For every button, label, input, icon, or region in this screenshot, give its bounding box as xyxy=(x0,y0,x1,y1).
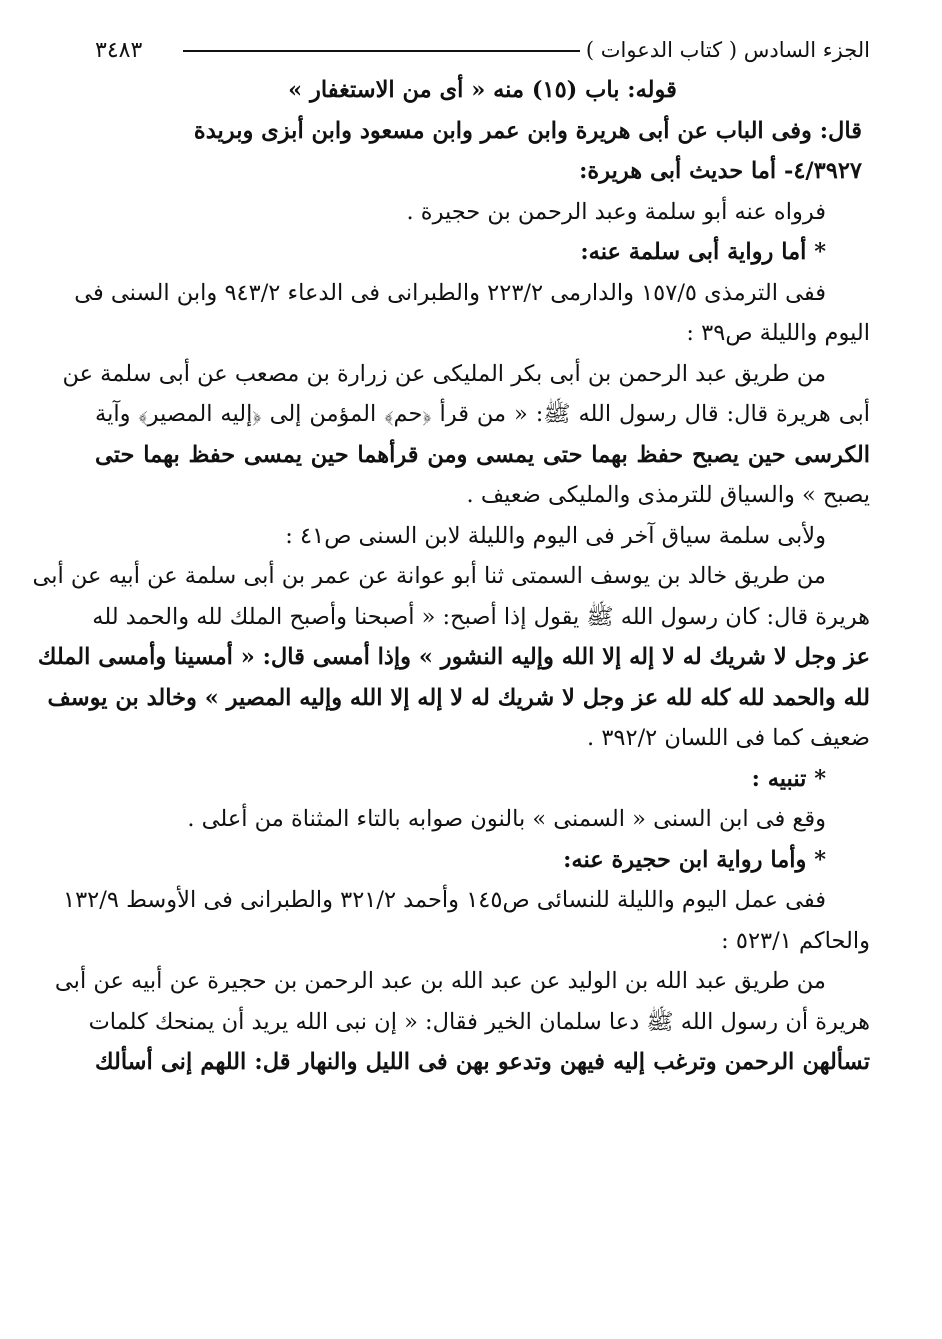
text-line: من طريق خالد بن يوسف السمتى ثنا أبو عوانة عن عمر بن أبى سلمة عن أبيه عن أبى xyxy=(32,563,826,589)
text-line: ففى عمل اليوم والليلة للنسائى ص١٤٥ وأحمد ٣٢١/٢ والطبرانى فى الأوسط ١٣٢/٩ xyxy=(63,887,826,913)
text-line: اليوم والليلة ص٣٩ : xyxy=(686,320,870,346)
text-line: وقع فى ابن السنى « السمنى » بالنون صوابه بالتاء المثناة من أعلى . xyxy=(187,806,826,832)
text-line: فرواه عنه أبو سلمة وعبد الرحمن بن حجيرة . xyxy=(406,198,826,225)
text-line: * تنبيه : xyxy=(751,765,826,792)
text-line: لله والحمد لله كله لله عز وجل لا شريك له لا إله إلا الله وإليه المصير » وخالد بن يوسف xyxy=(47,684,870,711)
text-line: تسألهن الرحمن وترغب إليه فيهن وتدعو بهن فى الليل والنهار قل: اللهم إنى أسألك xyxy=(95,1049,870,1075)
text-line: أبى هريرة قال: قال رسول الله ﷺ: « من قرأ ﴿حم﴾ المؤمن إلى ﴿إليه المصير﴾ وآية xyxy=(95,401,870,427)
text-line: ضعيف كما فى اللسان ٣٩٢/٢ . xyxy=(587,725,870,751)
text-line: عز وجل لا شريك له لا إله إلا الله وإليه النشور » وإذا أمسى قال: « أمسينا وأمسى الملك xyxy=(37,644,870,670)
header-rule xyxy=(183,50,608,52)
text-line: * أما رواية أبى سلمة عنه: xyxy=(580,239,826,265)
running-title: الجزء السادس ( كتاب الدعوات ) xyxy=(580,38,870,62)
text-line: قوله: باب (١٥) منه « أى من الاستغفار » xyxy=(288,77,677,103)
text-line: هريرة أن رسول الله ﷺ دعا سلمان الخير فقال: « إن نبى الله يريد أن يمنحك كلمات xyxy=(88,1008,870,1035)
text-line: هريرة قال: كان رسول الله ﷺ يقول إذا أصبح: « أصبحنا وأصبح الملك لله والحمد لله xyxy=(92,603,870,630)
text-line: * وأما رواية ابن حجيرة عنه: xyxy=(563,846,826,873)
text-line: من طريق عبد الله بن الوليد عن عبد الله بن عبد الرحمن بن حجيرة عن أبيه عن أبى xyxy=(54,968,826,994)
text-line: ٤/٣٩٢٧- أما حديث أبى هريرة: xyxy=(579,158,862,184)
page-header xyxy=(95,30,870,70)
page-number: ٣٤٨٣ xyxy=(95,38,148,63)
text-line: ففى الترمذى ١٥٧/٥ والدارمى ٢٢٣/٢ والطبرانى فى الدعاء ٩٤٣/٢ وابن السنى فى xyxy=(74,279,826,306)
text-line: الكرسى حين يصبح حفظ بهما حتى يمسى ومن قرأهما حين يمسى حفظ بهما حتى xyxy=(95,441,870,468)
text-line: والحاكم ٥٢٣/١ : xyxy=(721,927,870,954)
text-line: قال: وفى الباب عن أبى هريرة وابن عمر وابن مسعود وابن أبزى وبريدة xyxy=(193,117,862,144)
text-line: ولأبى سلمة سياق آخر فى اليوم والليلة لابن السنى ص٤١ : xyxy=(285,522,826,549)
text-line: من طريق عبد الرحمن بن أبى بكر المليكى عن زرارة بن مصعب عن أبى سلمة عن xyxy=(62,360,826,387)
text-line: يصبح » والسياق للترمذى والمليكى ضعيف . xyxy=(466,482,870,508)
book-page xyxy=(32,30,870,1083)
body-text xyxy=(32,70,870,1083)
